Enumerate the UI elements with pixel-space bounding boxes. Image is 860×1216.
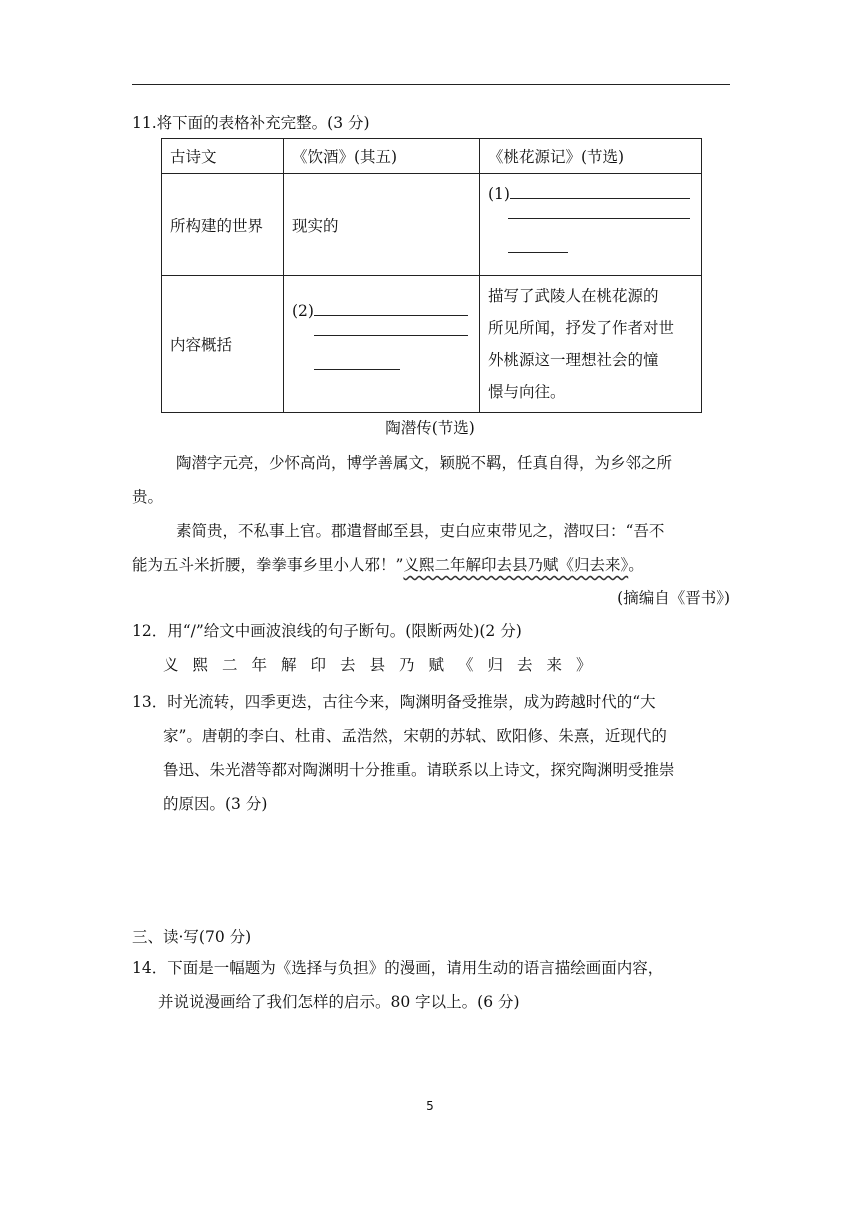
answer-blank[interactable] [314, 355, 400, 370]
q14-text [132, 951, 742, 1019]
table-header-cell: 古诗文 [162, 139, 284, 174]
table-header-row [162, 139, 702, 174]
passage-line: 素简贵，不私事上官。郡遣督邮至县，吏白应束带见之，潜叹曰：“吾不 [176, 522, 665, 540]
cell-line: 描写了武陵人在桃花源的 [488, 287, 659, 305]
answer-blank[interactable] [510, 184, 690, 199]
cell-line: 所见所闻，抒发了作者对世 [488, 319, 675, 337]
q13-line: 家”。唐朝的李白、杜甫、孟浩然，宋朝的苏轼、欧阳修、朱熹，近现代的 [163, 727, 667, 745]
passage-title: 陶潜传(节选) [385, 419, 475, 437]
answer-blank[interactable] [508, 204, 690, 219]
q12-title: 12．用“/”给文中画波浪线的句子断句。(限断两处)(2 分) [132, 622, 522, 640]
passage-line: 陶潜字元亮，少怀高尚，博学善属文，颖脱不羁，任真自得，为乡邻之所 [176, 454, 673, 472]
table-row-label: 内容概括 [162, 276, 284, 413]
table-header-cell: 《桃花源记》(节选) [480, 139, 702, 174]
blank-number-2: (2) [292, 302, 314, 320]
section3-title: 三、读·写(70 分) [132, 928, 252, 946]
table-cell: 现实的 [284, 174, 480, 276]
comparison-table [161, 138, 702, 413]
table-header-cell: 《饮酒》(其五) [284, 139, 480, 174]
passage-paragraph-1 [132, 446, 732, 514]
passage-line: 贵。 [132, 488, 164, 506]
answer-cell-2[interactable] [284, 276, 480, 413]
q13-line: 鲁迅、朱光潜等都对陶渊明十分推重。请联系以上诗文，探究陶渊明受推崇 [163, 761, 675, 779]
table-row [162, 174, 702, 276]
answer-cell-1[interactable] [480, 174, 702, 276]
blank-number-1: (1) [488, 185, 510, 203]
passage-paragraph-2 [132, 514, 732, 582]
header-rule [132, 84, 730, 85]
q11-title: 11.将下面的表格补充完整。(3 分) [132, 114, 370, 132]
answer-blank[interactable] [314, 321, 468, 336]
page-number: 5 [426, 1099, 434, 1113]
q13-line: 13．时光流转，四季更迭，古往今来，陶渊明备受推崇，成为跨越时代的“大 [132, 693, 656, 711]
q13-text [132, 685, 742, 821]
answer-blank[interactable] [508, 238, 568, 253]
cell-line: 憬与向往。 [488, 383, 566, 401]
answer-blank[interactable] [314, 301, 468, 316]
wavy-underlined-sentence: 义熙二年解印去县乃赋《归去来》 [403, 556, 629, 574]
table-cell [480, 276, 702, 413]
q14-line: 并说说漫画给了我们怎样的启示。80 字以上。(6 分) [158, 993, 520, 1011]
passage-source: (摘编自《晋书》) [617, 589, 730, 607]
q14-line: 14．下面是一幅题为《选择与负担》的漫画，请用生动的语言描绘画面内容， [132, 959, 664, 977]
passage-line [132, 548, 732, 582]
cell-line: 外桃源这一理想社会的憧 [488, 351, 659, 369]
table-row [162, 276, 702, 413]
passage-text: 。 [628, 556, 644, 574]
passage-text: 能为五斗米折腰，拳拳事乡里小人邪！” [132, 556, 404, 574]
table-row-label: 所构建的世界 [162, 174, 284, 276]
q12-sentence: 义熙二年解印去县乃赋《归去来》 [163, 656, 606, 674]
q13-line: 的原因。(3 分) [163, 795, 268, 813]
